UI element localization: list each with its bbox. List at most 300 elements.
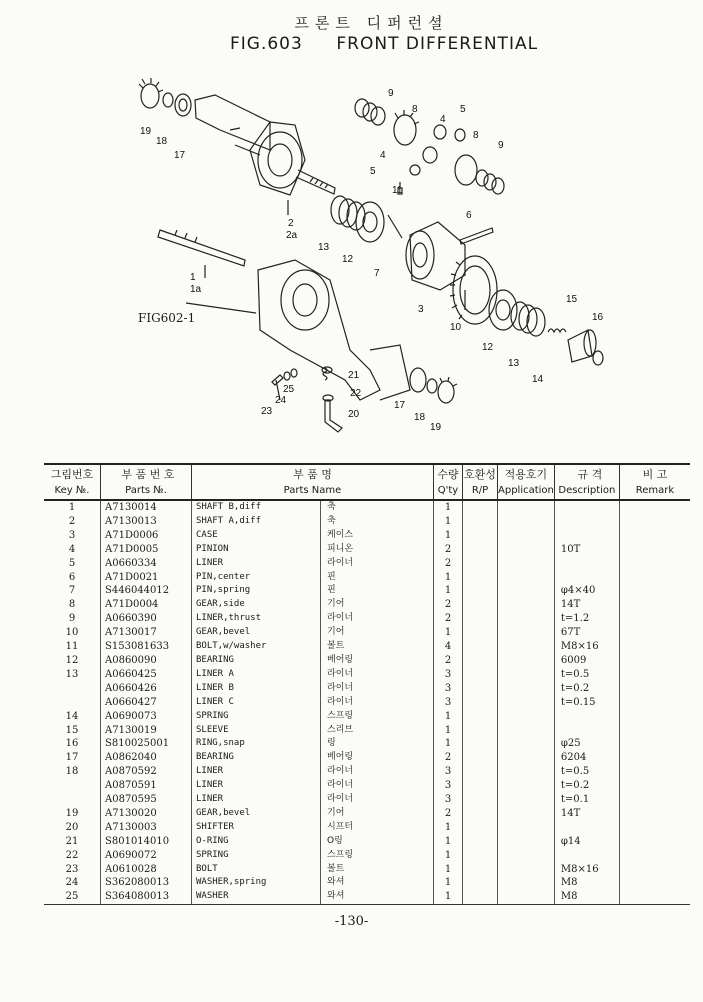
parts-table-body: [44, 500, 690, 905]
svg-text:16: 16: [592, 312, 604, 323]
application-cell: [498, 668, 555, 682]
application-cell: [498, 737, 555, 751]
quantity-cell: 1: [434, 821, 463, 835]
rp-cell: [463, 737, 498, 751]
svg-text:19: 19: [430, 422, 442, 433]
header-remark: Remark: [619, 482, 690, 500]
application-cell: [498, 835, 555, 849]
part-number-cell: A71D0021: [101, 571, 192, 585]
table-row: [44, 807, 690, 821]
application-cell: [498, 529, 555, 543]
application-cell: [498, 765, 555, 779]
application-cell: [498, 696, 555, 710]
rp-cell: [463, 557, 498, 571]
figure-number: FIG.603: [230, 34, 303, 54]
table-row: [44, 751, 690, 765]
part-name-korean-cell: 스프링: [321, 710, 434, 724]
quantity-cell: 2: [434, 807, 463, 821]
header-qty: Q'ty: [434, 482, 463, 500]
shifter-20: [325, 400, 342, 432]
svg-text:3: 3: [418, 304, 424, 315]
svg-text:5: 5: [460, 104, 466, 115]
part-name-korean-cell: 라이너: [321, 696, 434, 710]
sleeve-15: [568, 330, 592, 362]
application-cell: [498, 849, 555, 863]
quantity-cell: 1: [434, 737, 463, 751]
table-row: [44, 571, 690, 585]
application-cell: [498, 500, 555, 515]
rp-cell: [463, 654, 498, 668]
key-cell: [44, 779, 101, 793]
table-row: [44, 849, 690, 863]
svg-text:1: 1: [190, 272, 196, 283]
part-number-cell: A0870591: [101, 779, 192, 793]
part-name-korean-cell: 볼트: [321, 640, 434, 654]
part-name-korean-cell: 기어: [321, 807, 434, 821]
quantity-cell: 3: [434, 682, 463, 696]
part-name-cell: PINION: [192, 543, 321, 557]
part-name-korean-cell: 라이너: [321, 793, 434, 807]
axle-housing-upper: [195, 95, 270, 150]
part-number-cell: A0660426: [101, 682, 192, 696]
remark-cell: [619, 779, 690, 793]
remark-cell: [619, 500, 690, 515]
page-title-korean: 프론트 디퍼런셜: [294, 14, 449, 32]
quantity-cell: 1: [434, 849, 463, 863]
part-name-korean-cell: 시프터: [321, 821, 434, 835]
rp-cell: [463, 849, 498, 863]
key-cell: 7: [68, 585, 76, 597]
description-cell: t=0.15: [554, 696, 619, 710]
key-cell: 15: [65, 724, 79, 736]
rp-cell: [463, 765, 498, 779]
part-number-cell: A0860090: [101, 654, 192, 668]
part-name-cell: WASHER: [192, 890, 321, 904]
header-rp-kr: 호환성: [463, 464, 498, 482]
pinion-4b: [423, 147, 437, 163]
rp-cell: [463, 807, 498, 821]
header-row-korean: [44, 464, 690, 482]
part-name-cell: LINER: [192, 765, 321, 779]
header-description: Description: [554, 482, 619, 500]
part-number-cell: A71D0004: [101, 598, 192, 612]
svg-text:1a: 1a: [190, 284, 202, 295]
key-cell: 24: [65, 877, 79, 889]
application-cell: [498, 724, 555, 738]
part-number-cell: A0660425: [101, 668, 192, 682]
rp-cell: [463, 710, 498, 724]
part-number-cell: A0862040: [101, 751, 192, 765]
svg-text:13: 13: [318, 242, 330, 253]
svg-text:11: 11: [392, 185, 403, 196]
rp-cell: [463, 668, 498, 682]
remark-cell: [619, 682, 690, 696]
application-cell: [498, 779, 555, 793]
side-gear-8b: [455, 155, 477, 185]
shaft-b: [158, 230, 245, 266]
key-cell: 2: [68, 515, 76, 527]
part-name-korean-cell: 와셔: [321, 876, 434, 890]
diff-case-3: [410, 222, 465, 290]
part-number-cell: A0870595: [101, 793, 192, 807]
header-name: Parts Name: [192, 482, 434, 500]
application-cell: [498, 863, 555, 877]
key-cell: 20: [65, 821, 79, 833]
table-row: [44, 598, 690, 612]
rp-cell: [463, 821, 498, 835]
quantity-cell: 1: [434, 529, 463, 543]
page-number: -130-: [334, 914, 369, 929]
table-row: [44, 626, 690, 640]
part-name-cell: SHIFTER: [192, 821, 321, 835]
part-name-korean-cell: 라이너: [321, 682, 434, 696]
rp-cell: [463, 626, 498, 640]
table-row: [44, 821, 690, 835]
description-cell: [554, 710, 619, 724]
header-application: Application: [498, 482, 555, 500]
description-cell: [554, 515, 619, 529]
description-cell: φ14: [554, 835, 619, 849]
table-row: [44, 682, 690, 696]
quantity-cell: 1: [434, 710, 463, 724]
header-row-english: [44, 482, 690, 500]
rp-cell: [463, 724, 498, 738]
description-cell: M8×16: [554, 863, 619, 877]
figure-reference-label: FIG602-1: [138, 311, 196, 325]
table-row: [44, 737, 690, 751]
key-cell: 6: [68, 571, 76, 583]
header-name-kr: 부 품 명: [192, 464, 434, 482]
part-number-cell: A71D0005: [101, 543, 192, 557]
key-cell: 4: [68, 543, 76, 555]
key-cell: 10: [65, 627, 79, 639]
remark-cell: [619, 807, 690, 821]
table-row: [44, 529, 690, 543]
svg-text:17: 17: [174, 150, 186, 161]
key-cell: 18: [65, 766, 79, 778]
key-cell: 23: [65, 863, 79, 875]
rp-cell: [463, 598, 498, 612]
description-cell: [554, 500, 619, 515]
key-cell: 14: [65, 710, 79, 722]
quantity-cell: 1: [434, 515, 463, 529]
application-cell: [498, 751, 555, 765]
key-cell: [44, 696, 101, 710]
part-name-cell: GEAR,bevel: [192, 626, 321, 640]
rp-cell: [463, 779, 498, 793]
svg-text:8: 8: [473, 130, 479, 141]
quantity-cell: 1: [434, 876, 463, 890]
part-name-korean-cell: 라이너: [321, 612, 434, 626]
svg-text:6: 6: [466, 210, 472, 221]
table-row: [44, 890, 690, 904]
quantity-cell: 2: [434, 751, 463, 765]
pinion-4: [434, 125, 446, 139]
description-cell: 6009: [554, 654, 619, 668]
description-cell: t=0.5: [554, 765, 619, 779]
description-cell: 14T: [554, 807, 619, 821]
svg-text:13: 13: [508, 358, 520, 369]
part-name-cell: LINER B: [192, 682, 321, 696]
description-cell: [554, 529, 619, 543]
part-number-cell: A0690073: [101, 710, 192, 724]
part-name-korean-cell: 라이너: [321, 765, 434, 779]
svg-text:24: 24: [275, 395, 287, 406]
description-cell: [554, 724, 619, 738]
remark-cell: [619, 821, 690, 835]
part-name-korean-cell: 축: [321, 515, 434, 529]
remark-cell: [619, 890, 690, 904]
svg-text:18: 18: [156, 136, 168, 147]
part-name-cell: LINER: [192, 557, 321, 571]
remark-cell: [619, 557, 690, 571]
remark-cell: [619, 863, 690, 877]
table-row: [44, 835, 690, 849]
part-number-cell: A0660427: [101, 696, 192, 710]
header-qty-kr: 수량: [434, 464, 463, 482]
part-name-cell: RING,snap: [192, 737, 321, 751]
rp-cell: [463, 515, 498, 529]
header-partno: Parts №.: [101, 482, 192, 500]
part-name-cell: LINER C: [192, 696, 321, 710]
remark-cell: [619, 835, 690, 849]
part-number-cell: S362080013: [101, 876, 192, 890]
key-cell: 13: [65, 668, 79, 680]
quantity-cell: 1: [434, 626, 463, 640]
quantity-cell: 2: [434, 598, 463, 612]
description-cell: M8×16: [554, 640, 619, 654]
quantity-cell: 3: [434, 765, 463, 779]
page-title: [230, 34, 538, 54]
remark-cell: [619, 668, 690, 682]
part-name-korean-cell: 기어: [321, 598, 434, 612]
shaft-a: [296, 170, 335, 194]
side-gear-8: [394, 115, 416, 145]
remark-cell: [619, 640, 690, 654]
description-cell: 10T: [554, 543, 619, 557]
remark-cell: [619, 612, 690, 626]
description-cell: 6204: [554, 751, 619, 765]
table-row: [44, 654, 690, 668]
svg-text:25: 25: [283, 384, 295, 395]
header-description-kr: 규 격: [554, 464, 619, 482]
part-name-cell: LINER: [192, 779, 321, 793]
description-cell: t=0.2: [554, 682, 619, 696]
svg-text:9: 9: [498, 140, 504, 151]
remark-cell: [619, 654, 690, 668]
part-name-korean-cell: 케이스: [321, 529, 434, 543]
bearing-17-top: [175, 94, 191, 116]
part-number-cell: S153081633: [101, 640, 192, 654]
spring-14: [548, 329, 566, 332]
remark-cell: [619, 598, 690, 612]
remark-cell: [619, 696, 690, 710]
part-number-cell: S446044012: [101, 584, 192, 598]
rp-cell: [463, 876, 498, 890]
part-name-cell: BEARING: [192, 654, 321, 668]
application-cell: [498, 515, 555, 529]
header-rp: R/P: [463, 482, 498, 500]
key-cell: [44, 682, 101, 696]
key-cell: 5: [68, 557, 76, 569]
remark-cell: [619, 543, 690, 557]
part-name-korean-cell: 볼트: [321, 863, 434, 877]
rp-cell: [463, 612, 498, 626]
parts-table: [44, 463, 690, 905]
rp-cell: [463, 835, 498, 849]
key-cell: 16: [65, 738, 79, 750]
application-cell: [498, 543, 555, 557]
part-number-cell: A7130017: [101, 626, 192, 640]
svg-text:19: 19: [140, 126, 152, 137]
table-row: [44, 612, 690, 626]
svg-text:9: 9: [388, 88, 394, 99]
application-cell: [498, 612, 555, 626]
quantity-cell: 1: [434, 724, 463, 738]
quantity-cell: 2: [434, 543, 463, 557]
key-cell: 3: [68, 529, 76, 541]
part-name-korean-cell: 축: [321, 500, 434, 515]
application-cell: [498, 654, 555, 668]
part-name-cell: WASHER,spring: [192, 876, 321, 890]
part-name-korean-cell: 핀: [321, 584, 434, 598]
table-row: [44, 500, 690, 515]
part-name-cell: SHAFT A,diff: [192, 515, 321, 529]
part-name-korean-cell: 기어: [321, 626, 434, 640]
part-number-cell: A0870592: [101, 765, 192, 779]
header-key: Key №.: [44, 482, 101, 500]
part-name-korean-cell: 스프링: [321, 849, 434, 863]
part-name-cell: LINER,thrust: [192, 612, 321, 626]
part-number-cell: A7130013: [101, 515, 192, 529]
application-cell: [498, 626, 555, 640]
part-number-cell: A0690072: [101, 849, 192, 863]
part-name-cell: O-RING: [192, 835, 321, 849]
description-cell: φ4×40: [554, 584, 619, 598]
svg-text:4: 4: [380, 150, 386, 161]
table-row: [44, 557, 690, 571]
part-name-cell: BOLT,w/washer: [192, 640, 321, 654]
figure-title: FRONT DIFFERENTIAL: [336, 34, 539, 54]
part-name-cell: BOLT: [192, 863, 321, 877]
description-cell: φ25: [554, 737, 619, 751]
header-application-kr: 적용호기: [498, 464, 555, 482]
svg-text:21: 21: [348, 370, 360, 381]
svg-text:15: 15: [566, 294, 578, 305]
part-number-cell: A7130014: [101, 500, 192, 515]
center-pin-6: [460, 228, 493, 244]
table-row: [44, 863, 690, 877]
svg-text:22: 22: [350, 388, 362, 399]
remark-cell: [619, 710, 690, 724]
header-remark-kr: 비 고: [619, 464, 690, 482]
svg-text:14: 14: [532, 374, 544, 385]
spring-22: [323, 368, 327, 380]
svg-text:7: 7: [374, 268, 380, 279]
table-row: [44, 724, 690, 738]
remark-cell: [619, 571, 690, 585]
quantity-cell: 3: [434, 696, 463, 710]
liner-5b: [410, 165, 420, 175]
rp-cell: [463, 584, 498, 598]
remark-cell: [619, 793, 690, 807]
rp-cell: [463, 500, 498, 515]
description-cell: [554, 557, 619, 571]
application-cell: [498, 876, 555, 890]
liner-5: [455, 129, 465, 141]
quantity-cell: 3: [434, 779, 463, 793]
key-cell: 1: [68, 502, 76, 513]
application-cell: [498, 807, 555, 821]
part-name-korean-cell: 라이너: [321, 668, 434, 682]
part-number-cell: A7130003: [101, 821, 192, 835]
application-cell: [498, 710, 555, 724]
description-cell: [554, 821, 619, 835]
part-name-cell: SLEEVE: [192, 724, 321, 738]
remark-cell: [619, 849, 690, 863]
key-cell: 22: [65, 849, 79, 861]
svg-text:2a: 2a: [286, 230, 298, 241]
quantity-cell: 1: [434, 863, 463, 877]
part-name-korean-cell: 링: [321, 737, 434, 751]
part-name-korean-cell: 베어링: [321, 751, 434, 765]
table-row: [44, 876, 690, 890]
svg-text:8: 8: [412, 104, 418, 115]
key-cell: 9: [68, 613, 76, 625]
rp-cell: [463, 696, 498, 710]
part-number-cell: A0660390: [101, 612, 192, 626]
svg-text:2: 2: [288, 218, 294, 229]
rp-cell: [463, 793, 498, 807]
table-row: [44, 710, 690, 724]
part-number-cell: A0660334: [101, 557, 192, 571]
rp-cell: [463, 543, 498, 557]
quantity-cell: 1: [434, 835, 463, 849]
header-key-kr: 그림번호: [44, 464, 101, 482]
part-name-korean-cell: 라이너: [321, 779, 434, 793]
svg-text:10: 10: [450, 322, 462, 333]
part-name-korean-cell: O링: [321, 835, 434, 849]
application-cell: [498, 821, 555, 835]
liner-18-top: [163, 93, 173, 107]
part-name-cell: SHAFT B,diff: [192, 500, 321, 515]
header-partno-kr: 부 품 번 호: [101, 464, 192, 482]
key-cell: 11: [65, 641, 79, 653]
part-number-cell: S810025001: [101, 737, 192, 751]
bevel-gear-19-top: [141, 84, 159, 108]
description-cell: [554, 849, 619, 863]
application-cell: [498, 890, 555, 904]
quantity-cell: 1: [434, 571, 463, 585]
key-cell: 12: [65, 654, 79, 666]
remark-cell: [619, 515, 690, 529]
key-cell: [44, 793, 101, 807]
rp-cell: [463, 529, 498, 543]
remark-cell: [619, 626, 690, 640]
quantity-cell: 2: [434, 557, 463, 571]
part-name-cell: PIN,center: [192, 571, 321, 585]
part-number-cell: S364080013: [101, 890, 192, 904]
svg-text:4: 4: [440, 114, 446, 125]
bearing-12: [356, 202, 384, 242]
remark-cell: [619, 584, 690, 598]
rp-cell: [463, 751, 498, 765]
table-row: [44, 543, 690, 557]
application-cell: [498, 793, 555, 807]
table-row: [44, 765, 690, 779]
quantity-cell: 1: [434, 890, 463, 904]
table-row: [44, 696, 690, 710]
